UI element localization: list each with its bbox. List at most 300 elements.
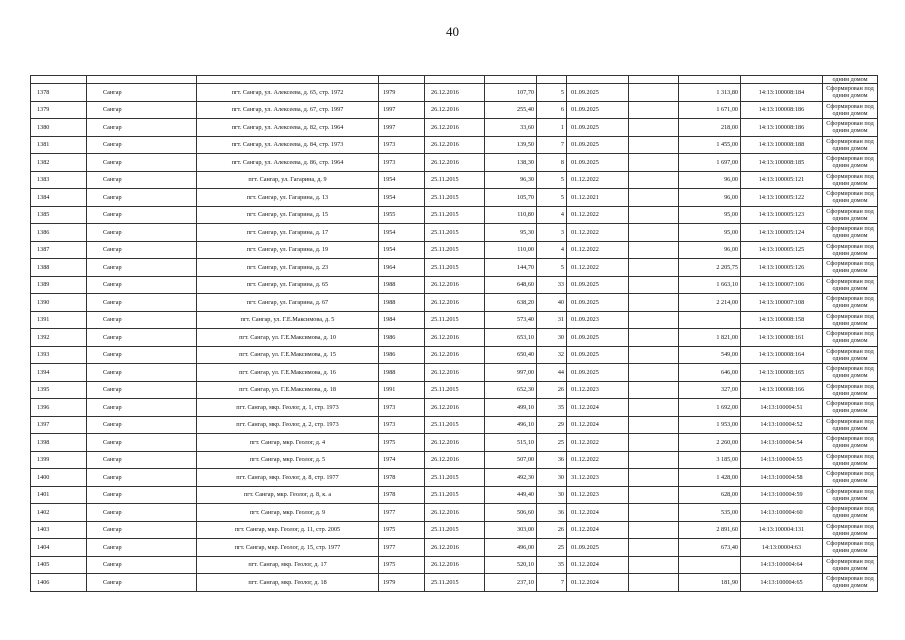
count-cell: 5 <box>537 171 567 189</box>
note-cell: Сформирован под одним домом <box>823 381 878 399</box>
row-number: 1385 <box>31 206 87 224</box>
deadline-cell: 01.09.2025 <box>567 294 629 312</box>
empty-cell <box>629 381 679 399</box>
table-row <box>31 329 878 347</box>
area-cell: 506,60 <box>485 504 537 522</box>
note-cell: Сформирован под одним домом <box>823 84 878 102</box>
build-year-cell: 1975 <box>379 556 425 574</box>
table-row <box>31 399 878 417</box>
row-number: 1384 <box>31 189 87 207</box>
cadastre-number-cell: 14:13:100008:184 <box>741 84 823 102</box>
locality-cell: Сангар <box>87 556 197 574</box>
count-cell: 25 <box>537 434 567 452</box>
decision-date-cell: 26.12.2016 <box>425 276 485 294</box>
address-cell: пгт. Сангар, ул. Гагарина, д. 15 <box>197 206 379 224</box>
area-cell: 95,30 <box>485 224 537 242</box>
note-cell: Сформирован под одним домом <box>823 119 878 137</box>
empty-cell <box>629 574 679 592</box>
locality-cell: Сангар <box>87 259 197 277</box>
address-cell: пгт. Сангар, ул. Алексеева, д. 67, стр. 1997 <box>197 101 379 119</box>
decision-date-cell: 26.12.2016 <box>425 539 485 557</box>
address-cell: пгт. Сангар, мкр. Геолог, д. 8, к. а <box>197 486 379 504</box>
deadline-cell: 01.09.2025 <box>567 276 629 294</box>
build-year-cell: 1954 <box>379 224 425 242</box>
count-cell: 36 <box>537 451 567 469</box>
cadastre-number-cell: 14:13:100005:121 <box>741 171 823 189</box>
area-cell: 139,50 <box>485 136 537 154</box>
locality-cell: Сангар <box>87 294 197 312</box>
address-cell: пгт. Сангар, ул. Гагарина, д. 17 <box>197 224 379 242</box>
amount-cell: 1 663,10 <box>679 276 741 294</box>
area-cell: 520,10 <box>485 556 537 574</box>
empty-cell <box>629 451 679 469</box>
note-cell: Сформирован под одним домом <box>823 504 878 522</box>
amount-cell <box>679 556 741 574</box>
cadastre-number-cell: 14:13:100005:124 <box>741 224 823 242</box>
build-year-cell: 1979 <box>379 84 425 102</box>
count-cell: 29 <box>537 416 567 434</box>
address-cell: пгт. Сангар, мкр. Геолог, д. 5 <box>197 451 379 469</box>
cadastre-number-cell: 14:13:100008:186 <box>741 101 823 119</box>
row-number: 1388 <box>31 259 87 277</box>
locality-cell: Сангар <box>87 101 197 119</box>
row-number: 1395 <box>31 381 87 399</box>
amount-cell: 628,00 <box>679 486 741 504</box>
cadastre-number-cell: 14:13:100005:125 <box>741 241 823 259</box>
empty-cell <box>629 416 679 434</box>
deadline-cell: 01.09.2025 <box>567 101 629 119</box>
cadastre-number-cell: 14:13:100007:108 <box>741 294 823 312</box>
empty-cell <box>629 504 679 522</box>
address-cell: пгт. Сангар, мкр. Геолог, д. 4 <box>197 434 379 452</box>
row-number: 1401 <box>31 486 87 504</box>
deadline-cell: 01.12.2022 <box>567 241 629 259</box>
deadline-cell: 01.09.2025 <box>567 136 629 154</box>
amount-cell: 96,00 <box>679 241 741 259</box>
address-cell: пгт. Сангар, ул. Г.Е.Максимова, д. 16 <box>197 364 379 382</box>
address-cell: пгт. Сангар, мкр. Геолог, д. 15, стр. 1977 <box>197 539 379 557</box>
cadastre-number-cell: 14:13:100004:51 <box>741 399 823 417</box>
table-row <box>31 189 878 207</box>
amount-cell: 1 697,00 <box>679 154 741 172</box>
cadastre-number-cell: 14:13:100004:131 <box>741 521 823 539</box>
empty-cell <box>629 136 679 154</box>
locality-cell: Сангар <box>87 521 197 539</box>
row-number: 1406 <box>31 574 87 592</box>
area-cell: 110,00 <box>485 241 537 259</box>
empty-cell <box>629 224 679 242</box>
count-cell: 44 <box>537 364 567 382</box>
table-row <box>31 416 878 434</box>
build-year-cell: 1988 <box>379 276 425 294</box>
note-cell: Сформирован под одним домом <box>823 154 878 172</box>
area-cell: 499,10 <box>485 399 537 417</box>
decision-date-cell: 26.12.2016 <box>425 504 485 522</box>
empty-cell <box>629 399 679 417</box>
table-row <box>31 259 878 277</box>
locality-cell: Сангар <box>87 154 197 172</box>
address-cell: пгт. Сангар, ул. Гагарина, д. 19 <box>197 241 379 259</box>
note-cell: Сформирован под одним домом <box>823 521 878 539</box>
decision-date-cell: 26.12.2016 <box>425 119 485 137</box>
address-cell: пгт. Сангар, ул. Алексеева, д. 65, стр. 1972 <box>197 84 379 102</box>
count-cell: 5 <box>537 84 567 102</box>
row-number: 1396 <box>31 399 87 417</box>
count-cell: 35 <box>537 556 567 574</box>
row-number: 1381 <box>31 136 87 154</box>
locality-cell: Сангар <box>87 311 197 329</box>
table-row <box>31 451 878 469</box>
cadastre-number-cell: 14:13:100005:126 <box>741 259 823 277</box>
build-year-cell: 1975 <box>379 521 425 539</box>
row-number: 1383 <box>31 171 87 189</box>
row-number: 1378 <box>31 84 87 102</box>
locality-cell: Сангар <box>87 84 197 102</box>
address-cell: пгт. Сангар, ул. Г.Е.Максимова, д. 10 <box>197 329 379 347</box>
table-row <box>31 539 878 557</box>
locality-cell: Сангар <box>87 189 197 207</box>
empty-cell <box>629 364 679 382</box>
build-year-cell: 1977 <box>379 504 425 522</box>
address-cell: пгт. Сангар, ул. Гагарина, д. 13 <box>197 189 379 207</box>
note-cell: Сформирован под одним домом <box>823 206 878 224</box>
decision-date-cell: 26.12.2016 <box>425 101 485 119</box>
locality-cell: Сангар <box>87 381 197 399</box>
empty-cell <box>629 119 679 137</box>
cadastre-number-cell: 14:13:100008:165 <box>741 364 823 382</box>
address-cell: пгт. Сангар, ул. Гагарина, д. 23 <box>197 259 379 277</box>
address-cell: пгт. Сангар, мкр. Геолог, д. 9 <box>197 504 379 522</box>
locality-cell: Сангар <box>87 364 197 382</box>
note-cell: Сформирован под одним домом <box>823 574 878 592</box>
build-year-cell: 1973 <box>379 136 425 154</box>
area-cell: 648,60 <box>485 276 537 294</box>
count-cell: 5 <box>537 259 567 277</box>
count-cell: 26 <box>537 381 567 399</box>
cadastre-number-cell: 14:13:100004:64 <box>741 556 823 574</box>
carry-over-note: одним домом <box>823 76 878 84</box>
area-cell: 449,40 <box>485 486 537 504</box>
count-cell: 4 <box>537 241 567 259</box>
table-row <box>31 171 878 189</box>
address-cell: пгт. Сангар, мкр. Геолог, д. 18 <box>197 574 379 592</box>
deadline-cell: 01.09.2025 <box>567 84 629 102</box>
empty-cell <box>629 84 679 102</box>
amount-cell: 673,40 <box>679 539 741 557</box>
table-row <box>31 434 878 452</box>
amount-cell: 549,00 <box>679 346 741 364</box>
row-number: 1391 <box>31 311 87 329</box>
note-cell: Сформирован под одним домом <box>823 556 878 574</box>
note-cell: Сформирован под одним домом <box>823 311 878 329</box>
deadline-cell: 01.12.2023 <box>567 486 629 504</box>
note-cell: Сформирован под одним домом <box>823 364 878 382</box>
count-cell: 8 <box>537 154 567 172</box>
deadline-cell: 01.12.2024 <box>567 574 629 592</box>
deadline-cell: 01.12.2022 <box>567 259 629 277</box>
count-cell: 3 <box>537 224 567 242</box>
locality-cell: Сангар <box>87 206 197 224</box>
row-number: 1403 <box>31 521 87 539</box>
build-year-cell: 1955 <box>379 206 425 224</box>
build-year-cell: 1978 <box>379 486 425 504</box>
empty-cell <box>629 311 679 329</box>
row-number: 1404 <box>31 539 87 557</box>
cadastre-number-cell: 14:13:100004:59 <box>741 486 823 504</box>
count-cell: 4 <box>537 206 567 224</box>
housing-registry-table <box>30 75 878 592</box>
area-cell: 105,70 <box>485 189 537 207</box>
area-cell: 650,40 <box>485 346 537 364</box>
build-year-cell: 1954 <box>379 189 425 207</box>
address-cell: пгт. Сангар, ул. Алексеева, д. 86, стр. 1964 <box>197 154 379 172</box>
area-cell: 110,80 <box>485 206 537 224</box>
amount-cell: 2 891,60 <box>679 521 741 539</box>
deadline-cell: 01.12.2024 <box>567 521 629 539</box>
empty-cell <box>629 241 679 259</box>
decision-date-cell: 25.11.2015 <box>425 206 485 224</box>
empty-cell <box>629 486 679 504</box>
area-cell: 638,20 <box>485 294 537 312</box>
decision-date-cell: 26.12.2016 <box>425 136 485 154</box>
build-year-cell: 1986 <box>379 346 425 364</box>
note-cell: Сформирован под одним домом <box>823 416 878 434</box>
note-cell: Сформирован под одним домом <box>823 486 878 504</box>
amount-cell: 2 205,75 <box>679 259 741 277</box>
deadline-cell: 01.12.2023 <box>567 381 629 399</box>
deadline-cell: 01.09.2023 <box>567 311 629 329</box>
deadline-cell: 01.12.2021 <box>567 189 629 207</box>
row-number: 1402 <box>31 504 87 522</box>
note-cell: Сформирован под одним домом <box>823 276 878 294</box>
row-number: 1379 <box>31 101 87 119</box>
area-cell: 255,40 <box>485 101 537 119</box>
cadastre-number-cell: 14:13:100008:161 <box>741 329 823 347</box>
count-cell: 25 <box>537 539 567 557</box>
build-year-cell: 1991 <box>379 381 425 399</box>
address-cell: пгт. Сангар, ул. Г.Е.Максимова, д. 5 <box>197 311 379 329</box>
deadline-cell: 01.09.2025 <box>567 154 629 172</box>
table-row <box>31 101 878 119</box>
cadastre-number-cell: 14:13:100008:158 <box>741 311 823 329</box>
deadline-cell: 01.12.2024 <box>567 399 629 417</box>
area-cell: 653,10 <box>485 329 537 347</box>
decision-date-cell: 25.11.2015 <box>425 241 485 259</box>
amount-cell: 1 821,00 <box>679 329 741 347</box>
decision-date-cell: 25.11.2015 <box>425 171 485 189</box>
address-cell: пгт. Сангар, мкр. Геолог, д. 17 <box>197 556 379 574</box>
area-cell: 507,00 <box>485 451 537 469</box>
amount-cell: 327,00 <box>679 381 741 399</box>
empty-cell <box>629 154 679 172</box>
cadastre-number-cell: 14:13:100004:52 <box>741 416 823 434</box>
note-cell: Сформирован под одним домом <box>823 434 878 452</box>
amount-cell: 646,00 <box>679 364 741 382</box>
count-cell: 35 <box>537 399 567 417</box>
row-number: 1405 <box>31 556 87 574</box>
amount-cell: 96,00 <box>679 171 741 189</box>
deadline-cell: 01.12.2024 <box>567 556 629 574</box>
build-year-cell: 1986 <box>379 329 425 347</box>
note-cell: Сформирован под одним домом <box>823 101 878 119</box>
count-cell: 40 <box>537 294 567 312</box>
address-cell: пгт. Сангар, мкр. Геолог, д. 2, стр. 1973 <box>197 416 379 434</box>
count-cell: 30 <box>537 469 567 487</box>
note-cell: Сформирован под одним домом <box>823 224 878 242</box>
empty-cell <box>629 469 679 487</box>
build-year-cell: 1975 <box>379 434 425 452</box>
area-cell: 107,70 <box>485 84 537 102</box>
address-cell: пгт. Сангар, ул. Алексеева, д. 84, стр. 1973 <box>197 136 379 154</box>
decision-date-cell: 26.12.2016 <box>425 434 485 452</box>
locality-cell: Сангар <box>87 171 197 189</box>
amount-cell: 95,00 <box>679 206 741 224</box>
build-year-cell: 1997 <box>379 101 425 119</box>
count-cell: 7 <box>537 136 567 154</box>
table-row <box>31 556 878 574</box>
deadline-cell: 01.12.2024 <box>567 416 629 434</box>
cadastre-number-cell: 14:13:100008:188 <box>741 136 823 154</box>
note-cell: Сформирован под одним домом <box>823 539 878 557</box>
locality-cell: Сангар <box>87 451 197 469</box>
decision-date-cell: 26.12.2016 <box>425 399 485 417</box>
cadastre-number-cell: 14:13:100004:60 <box>741 504 823 522</box>
page-number: 40 <box>446 24 459 39</box>
table-row <box>31 119 878 137</box>
address-cell: пгт. Сангар, ул. Г.Е.Максимова, д. 15 <box>197 346 379 364</box>
locality-cell: Сангар <box>87 469 197 487</box>
table-row <box>31 469 878 487</box>
note-cell: Сформирован под одним домом <box>823 189 878 207</box>
locality-cell: Сангар <box>87 329 197 347</box>
amount-cell: 95,00 <box>679 224 741 242</box>
decision-date-cell: 25.11.2015 <box>425 224 485 242</box>
build-year-cell: 1988 <box>379 364 425 382</box>
note-cell: Сформирован под одним домом <box>823 399 878 417</box>
amount-cell <box>679 311 741 329</box>
amount-cell: 1 953,00 <box>679 416 741 434</box>
row-number: 1390 <box>31 294 87 312</box>
empty-cell <box>629 521 679 539</box>
count-cell: 33 <box>537 276 567 294</box>
area-cell: 138,30 <box>485 154 537 172</box>
build-year-cell: 1979 <box>379 574 425 592</box>
row-number: 1380 <box>31 119 87 137</box>
build-year-cell: 1978 <box>379 469 425 487</box>
row-number: 1392 <box>31 329 87 347</box>
table-row <box>31 294 878 312</box>
deadline-cell: 01.12.2022 <box>567 451 629 469</box>
deadline-cell: 01.12.2022 <box>567 206 629 224</box>
cadastre-number-cell: 14:13:100004:65 <box>741 574 823 592</box>
empty-cell <box>629 259 679 277</box>
cadastre-number-cell: 14:13:100008:185 <box>741 154 823 172</box>
amount-cell: 218,00 <box>679 119 741 137</box>
decision-date-cell: 25.11.2015 <box>425 189 485 207</box>
cadastre-number-cell: 14:13:100005:122 <box>741 189 823 207</box>
count-cell: 6 <box>537 101 567 119</box>
amount-cell: 2 214,00 <box>679 294 741 312</box>
empty-cell <box>629 276 679 294</box>
decision-date-cell: 26.12.2016 <box>425 294 485 312</box>
empty-cell <box>629 556 679 574</box>
note-cell: Сформирован под одним домом <box>823 469 878 487</box>
empty-cell <box>629 329 679 347</box>
table-row <box>31 84 878 102</box>
area-cell: 492,30 <box>485 469 537 487</box>
amount-cell: 1 428,00 <box>679 469 741 487</box>
build-year-cell: 1973 <box>379 399 425 417</box>
empty-cell <box>629 206 679 224</box>
address-cell: пгт. Сангар, мкр. Геолог, д. 8, стр. 1977 <box>197 469 379 487</box>
table-row <box>31 154 878 172</box>
empty-cell <box>629 539 679 557</box>
decision-date-cell: 25.11.2015 <box>425 574 485 592</box>
table-row <box>31 206 878 224</box>
locality-cell: Сангар <box>87 486 197 504</box>
amount-cell: 1 455,00 <box>679 136 741 154</box>
cadastre-number-cell: 14:13:100008:166 <box>741 381 823 399</box>
table-row <box>31 486 878 504</box>
decision-date-cell: 26.12.2016 <box>425 556 485 574</box>
deadline-cell: 01.12.2022 <box>567 224 629 242</box>
build-year-cell: 1954 <box>379 241 425 259</box>
decision-date-cell: 25.11.2015 <box>425 381 485 399</box>
deadline-cell: 01.09.2025 <box>567 119 629 137</box>
table-row <box>31 381 878 399</box>
empty-cell <box>629 101 679 119</box>
locality-cell: Сангар <box>87 434 197 452</box>
build-year-cell: 1954 <box>379 171 425 189</box>
locality-cell: Сангар <box>87 504 197 522</box>
note-cell: Сформирован под одним домом <box>823 259 878 277</box>
amount-cell: 535,00 <box>679 504 741 522</box>
locality-cell: Сангар <box>87 346 197 364</box>
area-cell: 237,10 <box>485 574 537 592</box>
decision-date-cell: 25.11.2015 <box>425 469 485 487</box>
note-cell: Сформирован под одним домом <box>823 346 878 364</box>
area-cell: 144,70 <box>485 259 537 277</box>
decision-date-cell: 26.12.2016 <box>425 84 485 102</box>
locality-cell: Сангар <box>87 539 197 557</box>
row-number: 1398 <box>31 434 87 452</box>
table-row <box>31 311 878 329</box>
deadline-cell: 01.09.2025 <box>567 539 629 557</box>
row-number: 1382 <box>31 154 87 172</box>
decision-date-cell: 26.12.2016 <box>425 329 485 347</box>
empty-cell <box>629 346 679 364</box>
locality-cell: Сангар <box>87 276 197 294</box>
deadline-cell: 01.09.2025 <box>567 329 629 347</box>
cadastre-number-cell: 14:13:100008:186 <box>741 119 823 137</box>
deadline-cell: 01.09.2025 <box>567 346 629 364</box>
deadline-cell: 01.09.2025 <box>567 364 629 382</box>
area-cell: 303,00 <box>485 521 537 539</box>
note-cell: Сформирован под одним домом <box>823 136 878 154</box>
deadline-cell: 01.12.2022 <box>567 171 629 189</box>
address-cell: пгт. Сангар, ул. Гагарина, д. 65 <box>197 276 379 294</box>
count-cell: 30 <box>537 486 567 504</box>
decision-date-cell: 26.12.2016 <box>425 364 485 382</box>
table-row <box>31 364 878 382</box>
address-cell: пгт. Сангар, ул. Алексеева, д. 82, стр. 1964 <box>197 119 379 137</box>
cadastre-number-cell: 14:13:100008:164 <box>741 346 823 364</box>
row-number: 1393 <box>31 346 87 364</box>
row-number: 1397 <box>31 416 87 434</box>
note-cell: Сформирован под одним домом <box>823 451 878 469</box>
table-row <box>31 224 878 242</box>
amount-cell: 2 260,00 <box>679 434 741 452</box>
